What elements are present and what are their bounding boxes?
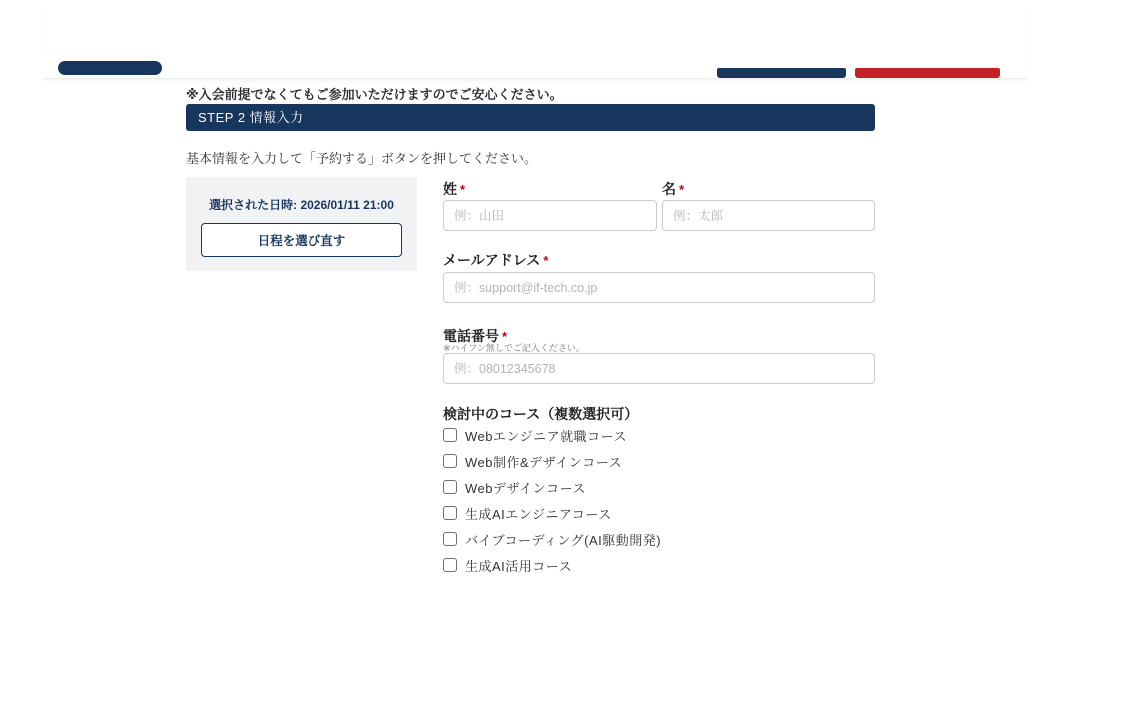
course-label: 生成AIエンジニアコース xyxy=(465,506,612,522)
header-navy-button-partial[interactable] xyxy=(717,68,846,78)
course-option-web-production-design[interactable] xyxy=(443,453,622,469)
course-label: Webエンジニア就職コース xyxy=(465,428,628,444)
email-required-mark: * xyxy=(543,253,549,268)
course-label: Web制作&デザインコース xyxy=(465,454,623,470)
first-name-label xyxy=(662,179,684,199)
last-name-required-mark: * xyxy=(460,182,466,197)
phone-label-text: 電話番号 xyxy=(443,328,499,344)
first-name-label-text: 名 xyxy=(662,181,676,197)
course-option-web-design[interactable] xyxy=(443,479,586,495)
course-option-genai-utilization[interactable] xyxy=(443,557,572,573)
selected-datetime-panel xyxy=(186,177,417,271)
phone-input[interactable] xyxy=(443,353,875,384)
reselect-date-button[interactable]: 日程を選び直す xyxy=(201,223,402,257)
course-option-web-engineer[interactable] xyxy=(443,427,627,443)
email-input[interactable] xyxy=(443,272,875,303)
last-name-label-text: 姓 xyxy=(443,181,457,197)
form-instruction: 基本情報を入力して「予約する」ボタンを押してください。 xyxy=(186,151,538,166)
first-name-input[interactable] xyxy=(662,200,875,231)
course-checkbox-web-engineer[interactable] xyxy=(443,428,457,442)
course-checkbox-genai-engineer[interactable] xyxy=(443,506,457,520)
course-checkbox-web-production-design[interactable] xyxy=(443,454,457,468)
header-red-button-partial[interactable] xyxy=(855,68,1000,78)
email-label-text: メールアドレス xyxy=(443,252,541,268)
first-name-required-mark: * xyxy=(679,182,685,197)
step-2-banner xyxy=(186,104,875,131)
course-checkbox-web-design[interactable] xyxy=(443,480,457,494)
selected-datetime-text: 選択された日時: 2026/01/11 21:00 xyxy=(209,198,394,212)
course-checkbox-vibe-coding[interactable] xyxy=(443,532,457,546)
course-label: バイブコーディング(AI駆動開発) xyxy=(465,532,662,548)
course-label: 生成AI活用コース xyxy=(465,558,573,574)
phone-required-mark: * xyxy=(502,329,508,344)
course-option-genai-engineer[interactable] xyxy=(443,505,612,521)
course-option-vibe-coding[interactable] xyxy=(443,531,661,547)
floating-pill-button-partial[interactable] xyxy=(58,61,162,75)
last-name-input[interactable] xyxy=(443,200,657,231)
course-checkbox-genai-utilization[interactable] xyxy=(443,558,457,572)
email-label xyxy=(443,250,548,270)
reassurance-notice: ※入会前提でなくてもご参加いただけますのでご安心ください。 xyxy=(186,87,563,102)
page-header-partial xyxy=(42,0,1028,79)
course-label: Webデザインコース xyxy=(465,480,586,496)
phone-note: ※ハイフン無しでご記入ください。 xyxy=(443,343,585,353)
last-name-label xyxy=(443,179,465,199)
courses-section-label: 検討中のコース（複数選択可） xyxy=(443,406,639,422)
step-2-banner-label: STEP 2 情報入力 xyxy=(198,110,304,125)
